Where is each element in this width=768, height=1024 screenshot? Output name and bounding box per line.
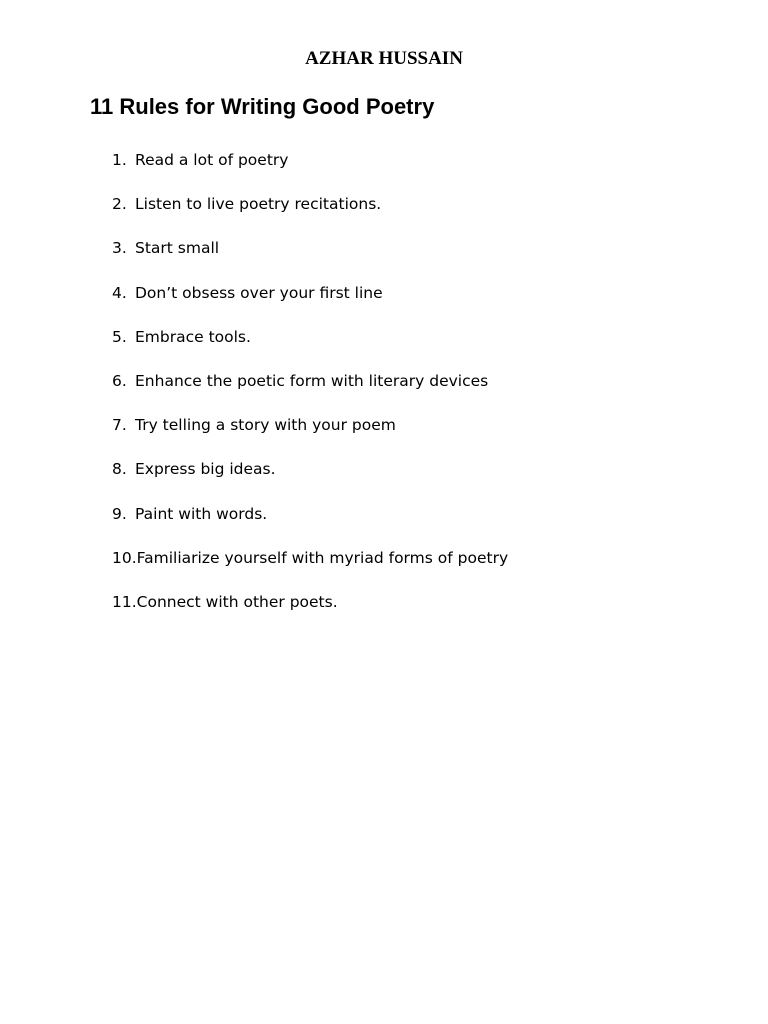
document-title: 11 Rules for Writing Good Poetry [90, 94, 435, 119]
list-item-text: Connect with other poets. [136, 592, 338, 611]
list-item-number: 11. [112, 592, 137, 611]
author-name: AZHAR HUSSAIN [305, 48, 463, 69]
list-item [112, 193, 508, 237]
list-item [112, 370, 508, 414]
list-item [112, 547, 508, 591]
list-item [112, 503, 508, 547]
list-item [112, 458, 508, 502]
list-item-text: Embrace tools. [135, 327, 251, 346]
list-item-text: Enhance the poetic form with literary devices [135, 371, 489, 390]
list-item-number: 4. [112, 283, 127, 302]
list-item [112, 149, 508, 193]
list-item-number: 9. [112, 504, 127, 523]
list-item-text: Express big ideas. [135, 460, 276, 479]
list-item [112, 237, 508, 281]
list-item-number: 7. [112, 416, 127, 435]
list-item-text: Start small [135, 239, 220, 258]
list-item-text: Try telling a story with your poem [135, 416, 396, 435]
list-item-text: Familiarize yourself with myriad forms of poetry [136, 548, 509, 567]
list-item-number: 6. [112, 371, 127, 390]
list-item [112, 282, 508, 326]
rules-list [112, 149, 508, 635]
list-item-number: 3. [112, 239, 127, 258]
list-item-text: Don’t obsess over your first line [135, 283, 383, 302]
list-item-number: 8. [112, 460, 127, 479]
list-item-number: 1. [112, 151, 127, 169]
list-item [112, 591, 508, 635]
list-item-text: Read a lot of poetry [135, 151, 289, 169]
list-item-text: Paint with words. [135, 504, 268, 523]
list-item [112, 326, 508, 370]
list-item-number: 10. [112, 548, 137, 567]
list-item-number: 5. [112, 327, 127, 346]
list-item-number: 2. [112, 195, 127, 214]
list-item-text: Listen to live poetry recitations. [135, 195, 382, 214]
list-item [112, 414, 508, 458]
